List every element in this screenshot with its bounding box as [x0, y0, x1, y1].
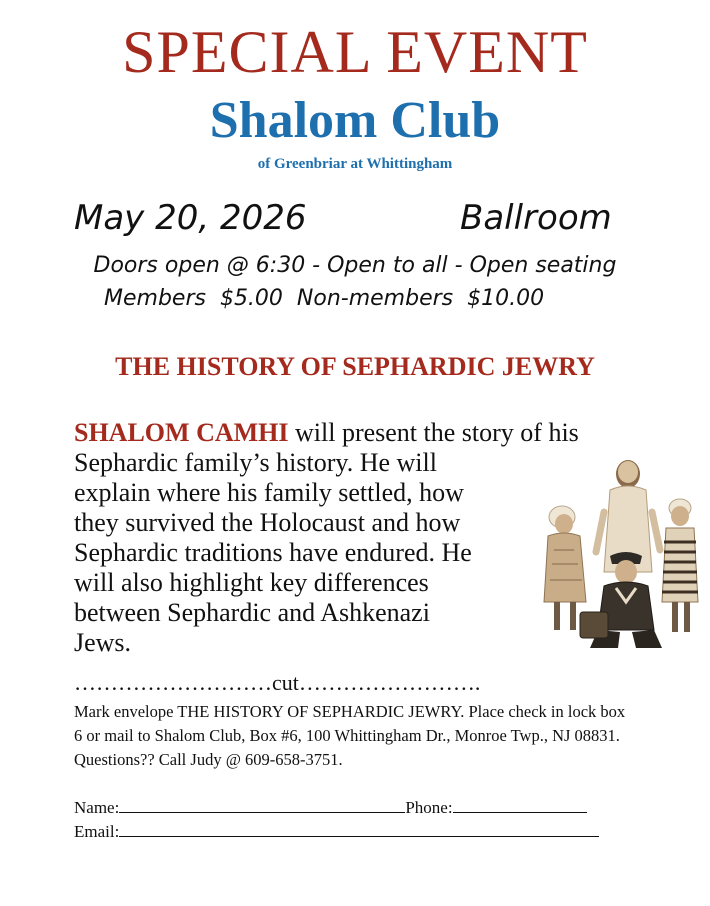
cut-line: ………………………cut……………………. [74, 670, 481, 695]
presenter-name: SHALOM CAMHI [74, 418, 289, 447]
email-row [74, 820, 599, 842]
name-field[interactable] [119, 796, 405, 813]
description-line: Sephardic family’s history. He will [74, 448, 437, 477]
phone-field[interactable] [453, 796, 587, 813]
name-label: Name: [74, 798, 120, 817]
description-line [74, 418, 579, 448]
email-label: Email: [74, 822, 120, 841]
event-title: SPECIAL EVENT [122, 19, 588, 85]
program-heading: THE HISTORY OF SEPHARDIC JEWRY [115, 352, 595, 381]
club-subtitle: of Greenbriar at Whittingham [257, 156, 453, 172]
description-line: Jews. [74, 628, 132, 657]
description-line: will also highlight key differences [74, 568, 429, 597]
description-line: between Sephardic and Ashkenazi [74, 598, 430, 627]
club-name: Shalom Club [209, 92, 501, 149]
description-line: explain where his family settled, how [74, 478, 464, 507]
event-venue: Ballroom [460, 198, 612, 238]
event-date: May 20, 2026 [74, 198, 307, 238]
description-text: will present the story of his [288, 418, 579, 447]
description-line: Sephardic traditions have endured. He [74, 538, 472, 567]
mailing-instructions: Mark envelope THE HISTORY OF SEPHARDIC JEWRY. Place check in lock box 6 or mail to Shalom Club, Box #6, 100 Whittingham Dr., Monroe Twp., NJ 08831. Questions?? Call Judy @ 609-658-3751. [74, 702, 626, 769]
email-field[interactable] [119, 820, 599, 837]
vintage-family-photo [540, 452, 700, 657]
phone-label: Phone: [405, 798, 453, 817]
doors-info: Doors open @ 6:30 - Open to all - Open seating [93, 253, 617, 278]
name-phone-row [74, 796, 587, 818]
description-line: they survived the Holocaust and how [74, 508, 461, 537]
price-info: Members $5.00 Non-members $10.00 [104, 286, 545, 311]
